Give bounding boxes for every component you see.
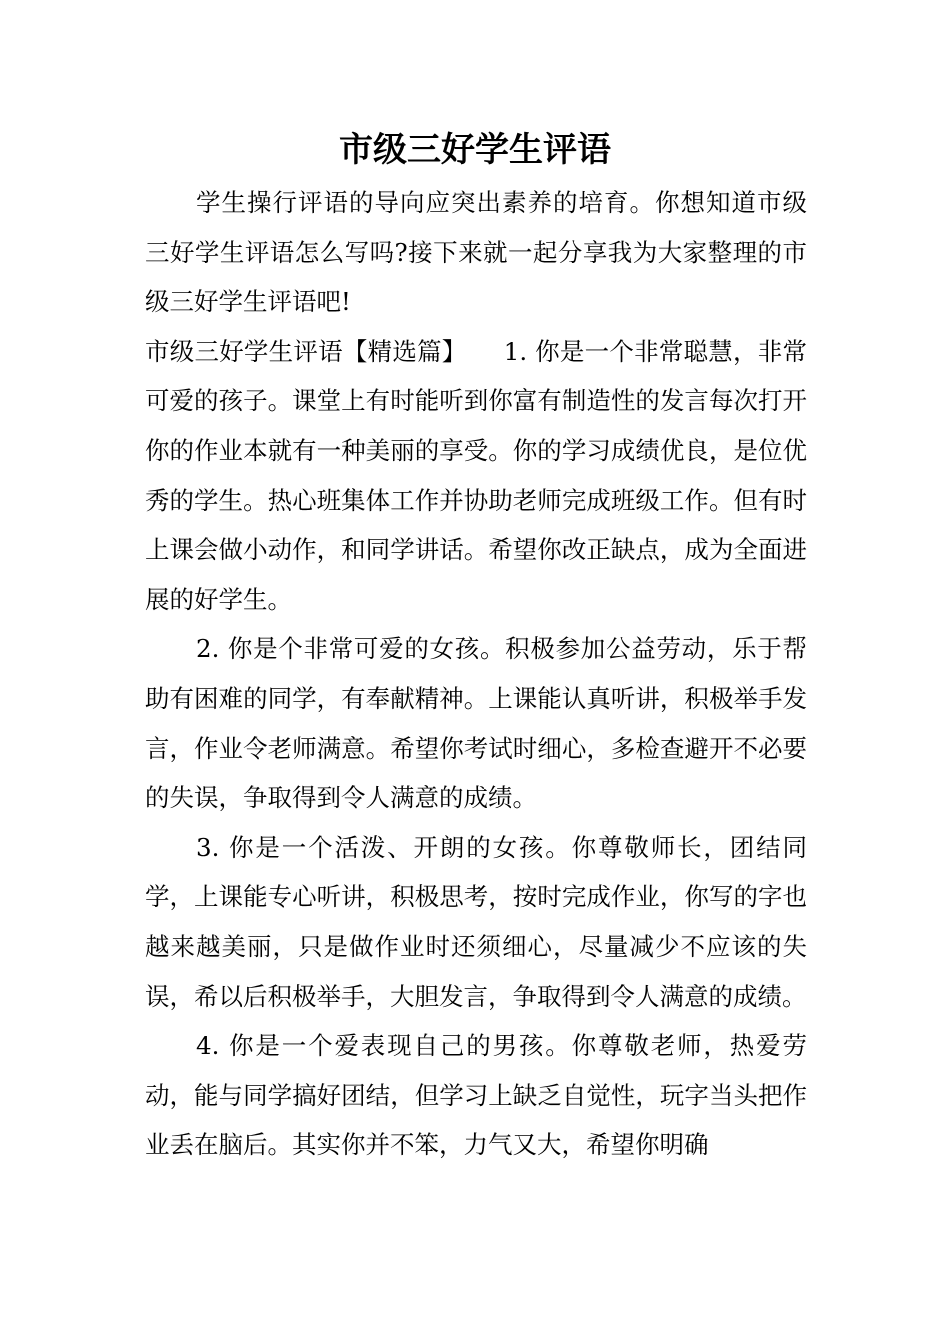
intro-paragraph: 学生操行评语的导向应突出素养的培育。你想知道市级三好学生评语怎么写吗?接下来就一起分享我为大家整理的市级三好学生评语吧! [145, 188, 807, 317]
document-title: 市级三好学生评语 [339, 130, 611, 170]
comment-paragraph-4: 4. 你是一个爱表现自己的男孩。你尊敬老师，热爱劳动，能与同学搞好团结，但学习上缺乏自觉性，玩字当头把作业丢在脑后。其实你并不笨，力气又大，希望你明确 [145, 1031, 807, 1160]
comment-paragraph-1: 市级三好学生评语【精选篇】 1. 你是一个非常聪慧，非常可爱的孩子。课堂上有时能听到你富有制造性的发言每次打开你的作业本就有一种美丽的享受。你的学习成绩优良，是位优秀的学生。热心班集体工作并协助老师完成班级工作。但有时上课会做小动作，和同学讲话。希望你改正缺点，成为全面进展的好学生。 [145, 336, 807, 614]
comment-paragraph-2: 2. 你是个非常可爱的女孩。积极参加公益劳动，乐于帮助有困难的同学，有奉献精神。上课能认真听讲，积极举手发言，作业令老师满意。希望你考试时细心，多检查避开不必要的失误，争取得到令人满意的成绩。 [145, 634, 807, 813]
comment-paragraph-3: 3. 你是一个活泼、开朗的女孩。你尊敬师长，团结同学，上课能专心听讲，积极思考，按时完成作业，你写的字也越来越美丽，只是做作业时还须细心，尽量减少不应该的失误，希以后积极举手，大胆发言，争取得到令人满意的成绩。 [145, 832, 807, 1011]
document-body [145, 178, 807, 1170]
